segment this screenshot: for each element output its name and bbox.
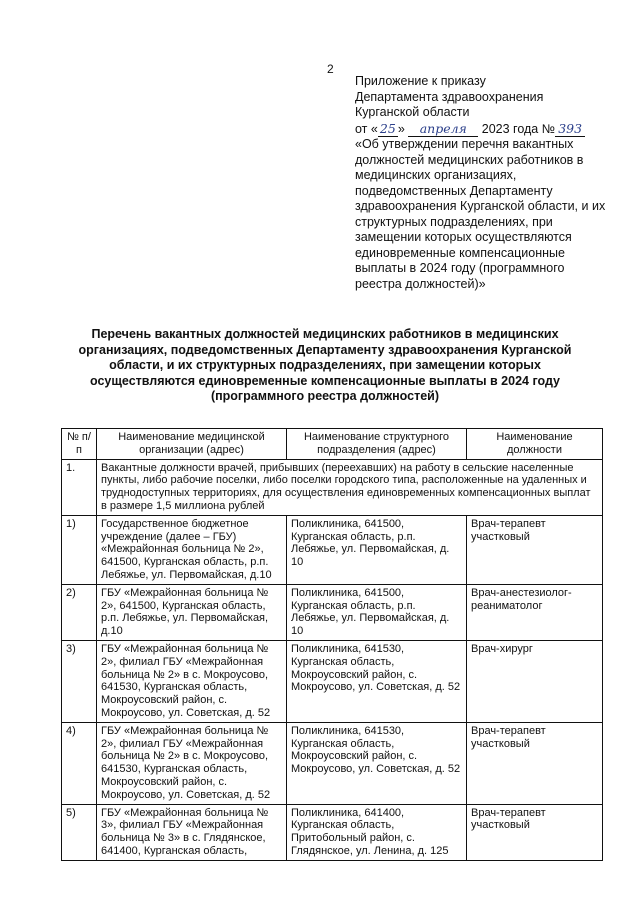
table-header-row <box>62 429 603 460</box>
page-number: 2 <box>327 62 334 76</box>
table-row <box>62 804 603 860</box>
order-title: «Об утверждении перечня вакантных должностей медицинских работников в медицинских организациях, подведомственных Департаменту здравоохранения Курганской области, и их структурных подразделениях, при замещении которых осуществляются единовременные компенсационные выплаты в 2024 году (программного реестра должностей)» <box>355 137 606 291</box>
appendix-header <box>355 74 607 292</box>
document-title: Перечень вакантных должностей медицинских работников в медицинских организациях, подведомственных Департаменту здравоохранения Курганской области, и их структурных подразделениях, при замещении которых осуществляются единовременные компенсационные выплаты в 2024 году (программного реестра должностей) <box>78 327 572 403</box>
row-number: 4) <box>62 722 97 804</box>
date-mid: » <box>397 121 405 136</box>
row-unit: Поликлиника, 641530, Курганская область, Мокроусовский район, с. Мокроусово, ул. Советская, д. 52 <box>287 722 467 804</box>
row-number: 5) <box>62 804 97 860</box>
row-number: 1) <box>62 515 97 584</box>
header-position: Наименование должности <box>467 429 603 460</box>
row-organization: Государственное бюджетное учреждение (далее – ГБУ) «Межрайонная больница № 2», 641500, Курганская область, р.п. Лебяжье, ул. Первомайская, д.10 <box>97 515 287 584</box>
row-organization: ГБУ «Межрайонная больница № 2», филиал ГБУ «Межрайонная больница № 2» в с. Мокроусово, 641530, Курганская область, Мокроусовский район, с. Мокроусово, ул. Советская, д. 52 <box>97 722 287 804</box>
row-position: Врач-терапевт участковый <box>467 515 603 584</box>
row-position: Врач-терапевт участковый <box>467 804 603 860</box>
table-row <box>62 584 603 640</box>
row-position: Врач-терапевт участковый <box>467 722 603 804</box>
row-organization: ГБУ «Межрайонная больница № 2», филиал ГБУ «Межрайонная больница № 2» в с. Мокроусово, 641530, Курганская область, Мокроусовский район, с. Мокроусово, ул. Советская, д. 52 <box>97 640 287 722</box>
row-organization: ГБУ «Межрайонная больница № 3», филиал ГБУ «Межрайонная больница № 3» в с. Глядянское, 641400, Курганская область, <box>97 804 287 860</box>
row-unit: Поликлиника, 641400, Курганская область, Притобольный район, с. Глядянское, ул. Ленина, д. 125 <box>287 804 467 860</box>
appendix-line: Приложение к приказу <box>355 74 486 88</box>
date-year: 2023 года № <box>481 121 556 136</box>
row-unit: Поликлиника, 641500, Курганская область, р.п. Лебяжье, ул. Первомайская, д. 10 <box>287 515 467 584</box>
header-organization: Наименование медицинской организации (адрес) <box>97 429 287 460</box>
table-row <box>62 515 603 584</box>
row-unit: Поликлиника, 641500, Курганская область, р.п. Лебяжье, ул. Первомайская, д. 10 <box>287 584 467 640</box>
appendix-line: Курганской области <box>355 105 470 119</box>
row-number: 3) <box>62 640 97 722</box>
header-unit: Наименование структурного подразделения (адрес) <box>287 429 467 460</box>
order-date-line <box>355 121 607 138</box>
row-unit: Поликлиника, 641530, Курганская область, Мокроусовский район, с. Мокроусово, ул. Советская, д. 52 <box>287 640 467 722</box>
row-number: 2) <box>62 584 97 640</box>
table-row <box>62 722 603 804</box>
row-organization: ГБУ «Межрайонная больница № 2», 641500, Курганская область, р.п. Лебяжье, ул. Первомайская, д.10 <box>97 584 287 640</box>
appendix-line: Департамента здравоохранения <box>355 89 544 104</box>
section-number: 1. <box>62 459 97 515</box>
handwritten-month: апреля <box>408 121 478 138</box>
row-position: Врач-анестезиолог-реаниматолог <box>467 584 603 640</box>
row-position: Врач-хирург <box>467 640 603 722</box>
table-row <box>62 640 603 722</box>
section-text: Вакантные должности врачей, прибывших (переехавших) на работу в сельские населенные пункты, либо рабочие поселки, либо поселки городского типа, расположенные на удаленных и труднодоступных территориях, для осуществления единовременных компенсационных выплат в размере 1,5 миллиона рублей <box>97 459 603 515</box>
section-row <box>62 459 603 515</box>
handwritten-day: 25 <box>378 121 398 138</box>
date-prefix: от « <box>355 121 378 136</box>
header-number: № п/п <box>62 429 97 460</box>
vacancies-table <box>61 428 603 861</box>
handwritten-order-number: 393 <box>555 121 585 138</box>
